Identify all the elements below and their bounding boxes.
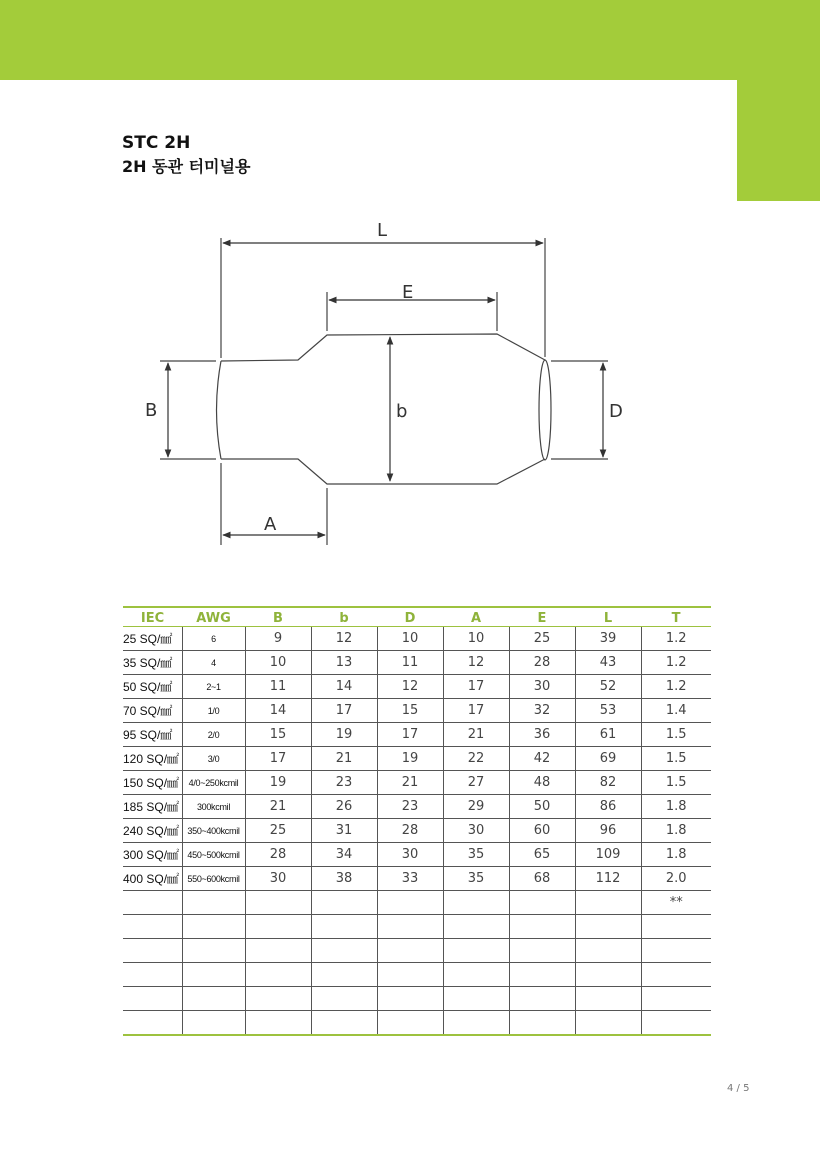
table-row [123, 627, 711, 651]
table-cell: 25 [245, 819, 311, 843]
table-header-row [123, 607, 711, 627]
page-number: 4 / 5 [727, 1083, 750, 1094]
table-cell [509, 939, 575, 963]
table-cell [377, 939, 443, 963]
table-cell: 60 [509, 819, 575, 843]
table-row [123, 963, 711, 987]
table-row [123, 795, 711, 819]
table-cell: 21 [443, 723, 509, 747]
table-cell: 2~1 [182, 675, 245, 699]
table-cell: 30 [245, 867, 311, 891]
table-cell [311, 939, 377, 963]
column-header: IEC [123, 607, 182, 627]
table-cell [641, 987, 711, 1011]
table-cell: 14 [245, 699, 311, 723]
table-cell [443, 891, 509, 915]
table-cell: 14 [311, 675, 377, 699]
page-title: STC 2H [122, 133, 191, 153]
table-cell: 95 SQ/㎟ [123, 723, 182, 747]
label-B: B [145, 400, 158, 421]
table-cell [182, 891, 245, 915]
table-cell: 300 SQ/㎟ [123, 843, 182, 867]
top-accent-band [0, 0, 820, 80]
table-cell: 185 SQ/㎟ [123, 795, 182, 819]
table-cell: 15 [377, 699, 443, 723]
table-cell: 19 [377, 747, 443, 771]
table-cell: 12 [377, 675, 443, 699]
table-cell: 29 [443, 795, 509, 819]
table-cell: ** [641, 891, 711, 915]
table-cell: 1.5 [641, 723, 711, 747]
table-cell: 69 [575, 747, 641, 771]
table-cell: 10 [443, 627, 509, 651]
table-cell: 50 [509, 795, 575, 819]
table-cell: 2/0 [182, 723, 245, 747]
table-cell [123, 939, 182, 963]
table-cell [311, 915, 377, 939]
table-cell: 48 [509, 771, 575, 795]
table-cell: 1.8 [641, 819, 711, 843]
table-cell: 19 [245, 771, 311, 795]
table-cell: 21 [245, 795, 311, 819]
table-cell: 1.4 [641, 699, 711, 723]
table-cell [377, 987, 443, 1011]
table-row [123, 891, 711, 915]
table-cell [311, 963, 377, 987]
label-b: b [396, 401, 408, 422]
table-cell: 10 [377, 627, 443, 651]
table-cell: 1.2 [641, 675, 711, 699]
table-cell: 35 [443, 867, 509, 891]
table-cell: 400 SQ/㎟ [123, 867, 182, 891]
label-L: L [377, 220, 388, 241]
table-cell: 27 [443, 771, 509, 795]
table-cell [245, 939, 311, 963]
table-row [123, 723, 711, 747]
table-cell [245, 915, 311, 939]
table-cell: 15 [245, 723, 311, 747]
table-cell: 30 [377, 843, 443, 867]
table-cell: 4/0~250kcmil [182, 771, 245, 795]
table-cell [245, 1011, 311, 1036]
table-cell: 11 [377, 651, 443, 675]
table-cell: 2.0 [641, 867, 711, 891]
table-cell: 39 [575, 627, 641, 651]
table-cell [245, 987, 311, 1011]
column-header: A [443, 607, 509, 627]
table-cell [123, 915, 182, 939]
table-cell: 28 [509, 651, 575, 675]
table-cell: 22 [443, 747, 509, 771]
table-cell: 33 [377, 867, 443, 891]
table-cell: 23 [377, 795, 443, 819]
table-cell: 120 SQ/㎟ [123, 747, 182, 771]
table-cell [123, 963, 182, 987]
table-cell: 1.5 [641, 747, 711, 771]
table-cell: 1.8 [641, 795, 711, 819]
column-header: E [509, 607, 575, 627]
terminal-dimension-diagram [0, 200, 820, 560]
table-cell: 19 [311, 723, 377, 747]
table-cell: 9 [245, 627, 311, 651]
column-header: AWG [182, 607, 245, 627]
table-cell [641, 963, 711, 987]
table-cell: 17 [245, 747, 311, 771]
table-cell [509, 891, 575, 915]
table-cell: 150 SQ/㎟ [123, 771, 182, 795]
table-cell: 28 [245, 843, 311, 867]
table-cell: 36 [509, 723, 575, 747]
table-cell: 350~400kcmil [182, 819, 245, 843]
table-row [123, 651, 711, 675]
table-cell [509, 1011, 575, 1036]
table-cell: 12 [311, 627, 377, 651]
spec-table [123, 606, 711, 1036]
column-header: D [377, 607, 443, 627]
table-cell: 21 [377, 771, 443, 795]
table-cell: 6 [182, 627, 245, 651]
table-cell: 30 [509, 675, 575, 699]
table-cell: 109 [575, 843, 641, 867]
table-cell [575, 891, 641, 915]
column-header: B [245, 607, 311, 627]
table-row [123, 819, 711, 843]
table-row [123, 747, 711, 771]
table-cell: 25 [509, 627, 575, 651]
table-cell: 50 SQ/㎟ [123, 675, 182, 699]
table-cell: 31 [311, 819, 377, 843]
table-cell: 112 [575, 867, 641, 891]
table-cell: 17 [311, 699, 377, 723]
table-cell [509, 987, 575, 1011]
table-cell [182, 915, 245, 939]
table-cell: 30 [443, 819, 509, 843]
table-cell [443, 987, 509, 1011]
table-cell [123, 891, 182, 915]
table-cell [443, 1011, 509, 1036]
table-cell: 11 [245, 675, 311, 699]
table-cell: 38 [311, 867, 377, 891]
table-cell: 70 SQ/㎟ [123, 699, 182, 723]
table-cell: 240 SQ/㎟ [123, 819, 182, 843]
table-cell: 550~600kcmil [182, 867, 245, 891]
page-subtitle: 2H 동관 터미널용 [122, 157, 251, 176]
table-row [123, 699, 711, 723]
table-cell: 12 [443, 651, 509, 675]
column-header: L [575, 607, 641, 627]
table-cell [575, 1011, 641, 1036]
table-cell [641, 915, 711, 939]
table-cell: 42 [509, 747, 575, 771]
column-header: T [641, 607, 711, 627]
table-cell [443, 963, 509, 987]
table-cell: 1.2 [641, 651, 711, 675]
table-cell: 35 [443, 843, 509, 867]
table-row [123, 867, 711, 891]
table-cell: 3/0 [182, 747, 245, 771]
table-cell [182, 939, 245, 963]
table-cell [443, 939, 509, 963]
table-cell: 35 SQ/㎟ [123, 651, 182, 675]
table-cell [509, 915, 575, 939]
table-cell: 82 [575, 771, 641, 795]
table-cell: 86 [575, 795, 641, 819]
side-accent-tab [737, 80, 820, 201]
table-cell [123, 987, 182, 1011]
table-cell: 450~500kcmil [182, 843, 245, 867]
label-A: A [264, 514, 277, 535]
table-cell [575, 939, 641, 963]
table-cell [245, 891, 311, 915]
table-cell: 96 [575, 819, 641, 843]
table-row [123, 987, 711, 1011]
table-cell [641, 939, 711, 963]
table-cell: 17 [377, 723, 443, 747]
table-cell: 43 [575, 651, 641, 675]
table-cell [443, 915, 509, 939]
table-cell [123, 1011, 182, 1036]
table-cell: 32 [509, 699, 575, 723]
table-cell: 65 [509, 843, 575, 867]
table-cell: 1.2 [641, 627, 711, 651]
table-cell: 1/0 [182, 699, 245, 723]
table-cell: 1.5 [641, 771, 711, 795]
table-cell: 34 [311, 843, 377, 867]
table-cell: 17 [443, 699, 509, 723]
table-cell: 25 SQ/㎟ [123, 627, 182, 651]
table-cell [245, 963, 311, 987]
label-E: E [402, 282, 414, 303]
table-cell: 28 [377, 819, 443, 843]
table-cell: 26 [311, 795, 377, 819]
table-row [123, 939, 711, 963]
table-cell: 10 [245, 651, 311, 675]
table-cell [575, 987, 641, 1011]
table-cell: 52 [575, 675, 641, 699]
terminal-outline [221, 334, 545, 361]
table-cell [311, 1011, 377, 1036]
table-cell [509, 963, 575, 987]
table-cell [575, 915, 641, 939]
table-cell [182, 987, 245, 1011]
table-cell: 53 [575, 699, 641, 723]
table-cell [377, 1011, 443, 1036]
table-cell: 1.8 [641, 843, 711, 867]
table-cell: 4 [182, 651, 245, 675]
table-cell: 13 [311, 651, 377, 675]
table-row [123, 771, 711, 795]
column-header: b [311, 607, 377, 627]
table-row [123, 675, 711, 699]
table-cell [575, 963, 641, 987]
table-cell [311, 987, 377, 1011]
label-D: D [609, 401, 623, 422]
table-cell: 61 [575, 723, 641, 747]
table-cell: 23 [311, 771, 377, 795]
table-cell [377, 915, 443, 939]
table-cell: 68 [509, 867, 575, 891]
table-cell [377, 891, 443, 915]
table-cell [182, 963, 245, 987]
table-row [123, 1011, 711, 1036]
table-row [123, 843, 711, 867]
table-cell [311, 891, 377, 915]
table-cell: 21 [311, 747, 377, 771]
table-cell: 300kcmil [182, 795, 245, 819]
table-cell [641, 1011, 711, 1036]
table-cell [377, 963, 443, 987]
table-row [123, 915, 711, 939]
table-cell: 17 [443, 675, 509, 699]
table-cell [182, 1011, 245, 1036]
